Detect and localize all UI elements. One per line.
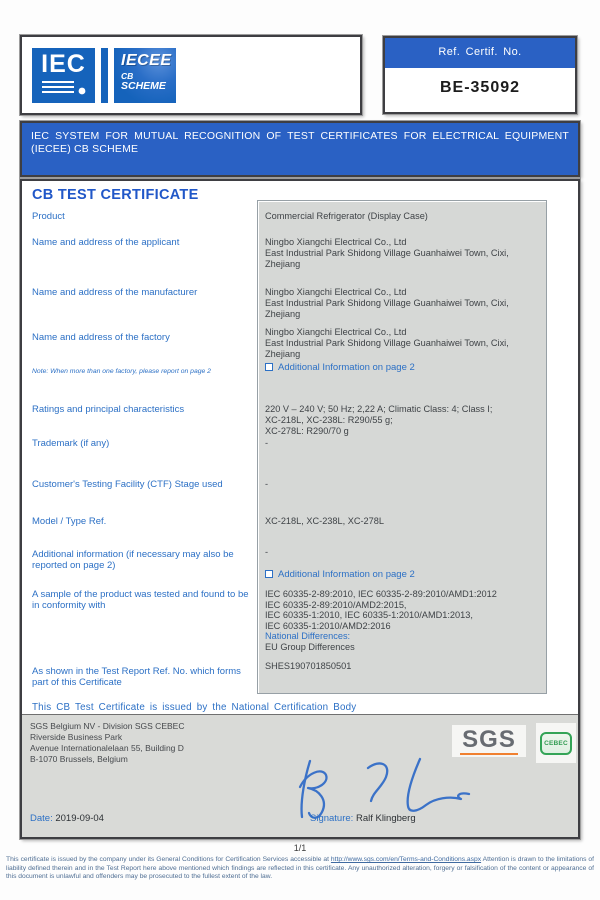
factory-line: Ningbo Xiangchi Electrical Co., Ltd xyxy=(265,327,407,337)
factory-additional-info-row xyxy=(265,362,415,373)
ctf-value: - xyxy=(265,479,269,489)
ratings-line: XC-278L: R290/70 g xyxy=(265,426,349,436)
factory-value xyxy=(265,327,545,360)
standard-line: IEC 60335-1:2010/AMD2:2016 xyxy=(265,620,391,631)
ncb-address xyxy=(30,721,184,765)
date-value: 2019-09-04 xyxy=(55,813,104,824)
ratings-label: Ratings and principal characteristics xyxy=(32,404,185,415)
cebec-logo-text: CEBEC xyxy=(540,732,572,755)
factory-note: Note: When more than one factory, please report on page 2 xyxy=(32,368,211,375)
iec-logo-lines-icon xyxy=(38,79,90,96)
ref-certif-label: Ref. Certif. No. xyxy=(385,38,575,68)
legal-text xyxy=(6,856,594,882)
test-report-label: As shown in the Test Report Ref. No. which forms part of this Certificate xyxy=(32,666,241,688)
standard-line: IEC 60335-2-89:2010/AMD2:2015, xyxy=(265,599,407,610)
additional-info-value: - xyxy=(265,547,269,557)
iec-logo-text: IEC xyxy=(41,50,86,78)
date-label: Date: xyxy=(30,813,53,824)
standard-line: IEC 60335-2-89:2010, IEC 60335-2-89:2010/AMD1:2012 xyxy=(265,589,497,599)
certificate-title: CB TEST CERTIFICATE xyxy=(32,187,199,203)
scheme-banner xyxy=(20,121,580,177)
national-differences-value: EU Group Differences xyxy=(265,641,355,652)
header-logos-box xyxy=(20,35,362,115)
factory-line: East Industrial Park Shidong Village Guanhaiwei Town, Cixi, xyxy=(265,338,509,348)
factory-additional-info-label: Additional Information on page 2 xyxy=(278,362,415,373)
manufacturer-line: Ningbo Xiangchi Electrical Co., Ltd xyxy=(265,287,407,297)
test-report-value: SHES190701850501 xyxy=(265,661,352,671)
manufacturer-line: East Industrial Park Shidong Village Guanhaiwei Town, Cixi, xyxy=(265,298,509,308)
sgs-logo-text: SGS xyxy=(462,725,516,753)
applicant-line: Zhejiang xyxy=(265,259,301,269)
trademark-label: Trademark (if any) xyxy=(32,438,110,449)
ncb-address-line: B-1070 Brussels, Belgium xyxy=(30,754,128,764)
product-value: Commercial Refrigerator (Display Case) xyxy=(265,211,428,221)
manufacturer-label: Name and address of the manufacturer xyxy=(32,287,198,298)
date-row xyxy=(30,813,104,824)
iecee-logo-scheme: SCHEME xyxy=(121,80,166,92)
additional-info-page2-label: Additional Information on page 2 xyxy=(278,569,415,580)
model-value: XC-218L, XC-238L, XC-278L xyxy=(265,516,384,526)
factory-label: Name and address of the factory xyxy=(32,332,170,343)
ratings-line: XC-218L, XC-238L: R290/55 g; xyxy=(265,415,393,425)
applicant-value xyxy=(265,237,545,270)
additional-info-page2-row xyxy=(265,569,415,580)
iecee-cb-scheme-logo xyxy=(114,48,176,103)
model-label: Model / Type Ref. xyxy=(32,516,107,527)
applicant-line: Ningbo Xiangchi Electrical Co., Ltd xyxy=(265,237,407,247)
standard-line: IEC 60335-1:2010, IEC 60335-1:2010/AMD1:2013, xyxy=(265,610,473,620)
ratings-value xyxy=(265,404,545,437)
ncb-address-line: Avenue Internationalelaan 55, Building D xyxy=(30,743,184,753)
checkbox-icon[interactable] xyxy=(265,570,273,578)
ref-certif-number: BE-35092 xyxy=(439,79,521,96)
signature-label: Signature: xyxy=(310,813,354,824)
iecee-logo-cb: CB xyxy=(121,71,134,81)
page-number: 1/1 xyxy=(293,843,307,853)
ratings-line: 220 V – 240 V; 50 Hz; 2,22 A; Climatic Class: 4; Class I; xyxy=(265,404,493,414)
manufacturer-line: Zhejiang xyxy=(265,309,301,319)
legal-text-before: This certificate is issued by the company under its General Conditions for Certification Services accessible at xyxy=(6,856,331,863)
factory-line: Zhejiang xyxy=(265,349,301,359)
manufacturer-value xyxy=(265,287,545,320)
applicant-label: Name and address of the applicant xyxy=(32,237,180,248)
standards-label: A sample of the product was tested and found to be in conformity with xyxy=(32,589,249,611)
ref-certif-box xyxy=(383,36,577,114)
signature-row xyxy=(310,813,416,824)
product-label: Product xyxy=(32,211,65,222)
cebec-logo xyxy=(536,723,576,763)
scheme-banner-line2: (IECEE) CB SCHEME xyxy=(31,143,139,155)
issued-statement: This CB Test Certificate is issued by the National Certification Body xyxy=(32,702,357,713)
ncb-address-line: Riverside Business Park xyxy=(30,732,123,742)
standards-value xyxy=(265,589,545,652)
iecee-logo-title: IECEE xyxy=(121,52,172,69)
signatory-name: Ralf Klingberg xyxy=(355,813,416,824)
applicant-line: East Industrial Park Shidong Village Guanhaiwei Town, Cixi, xyxy=(265,248,509,258)
certificate-body xyxy=(20,179,580,839)
ctf-label: Customer's Testing Facility (CTF) Stage used xyxy=(32,479,223,490)
scheme-banner-line1: IEC SYSTEM FOR MUTUAL RECOGNITION OF TEST CERTIFICATES FOR ELECTRICAL EQUIPMENT xyxy=(31,130,569,142)
logo-divider xyxy=(101,48,108,103)
national-differences-label: National Differences: xyxy=(265,631,351,641)
iec-logo xyxy=(32,48,95,103)
ncb-address-line: SGS Belgium NV - Division SGS CEBEC xyxy=(30,721,185,731)
trademark-value: - xyxy=(265,438,269,448)
additional-info-label: Additional information (if necessary may also be reported on page 2) xyxy=(32,549,234,571)
terms-link[interactable]: http://www.sgs.com/en/Terms-and-Conditions.aspx xyxy=(330,856,482,863)
legal-text-after: Attention is drawn to the limitations of liability defined therein and in the Test Report here above mentioned which findings are reflected in this certificate. Any unauthorized alteration, forgery or falsification of the content or appearance of this document is unlawful and offenders may be prosecuted to the fullest extent of the law. xyxy=(6,856,595,881)
ncb-footer xyxy=(22,714,578,837)
